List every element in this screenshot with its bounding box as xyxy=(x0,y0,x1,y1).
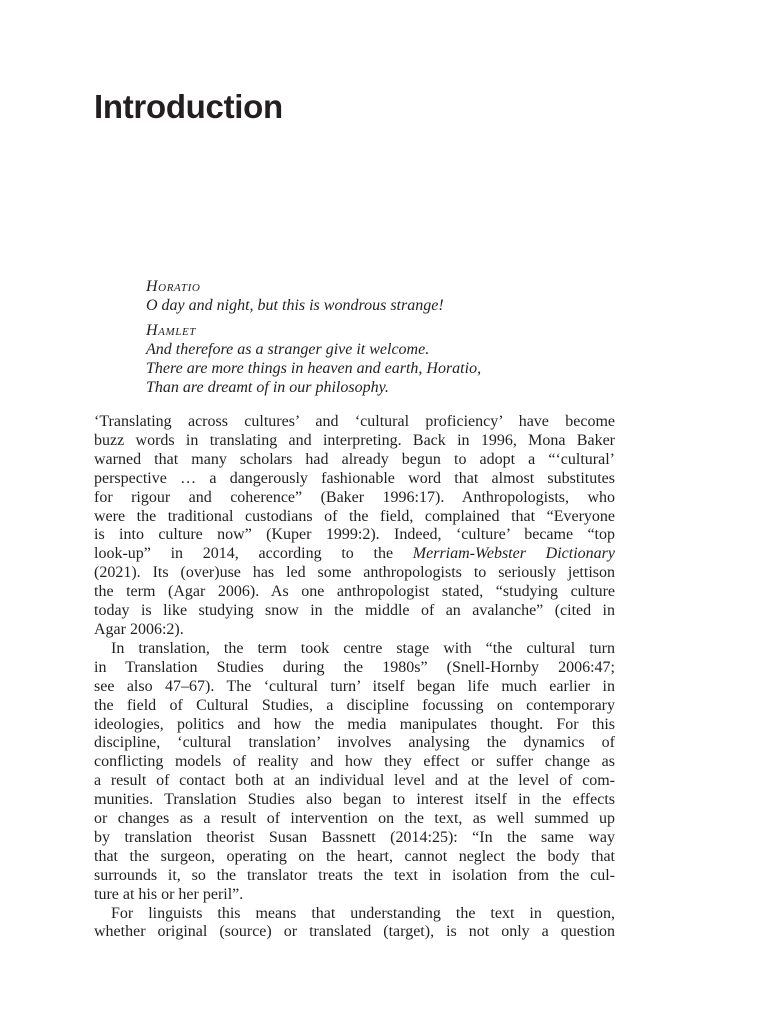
body-line: For linguists this means that understanding the text in question, xyxy=(111,904,615,922)
body-line: see also 47–67). The ‘cultural turn’ itself began life much earlier in xyxy=(94,677,615,695)
body-line: is into culture now” (Kuper 1999:2). Indeed, ‘culture’ became “top xyxy=(94,526,615,544)
epigraph-speaker: Horatio xyxy=(146,278,201,295)
body-line: munities. Translation Studies also began to interest itself in the effects xyxy=(94,791,615,809)
body-line-text: look-up” in 2014, according to the xyxy=(94,545,413,563)
epigraph-speaker: Hamlet xyxy=(146,322,196,339)
body-line: the field of Cultural Studies, a discipline focussing on contemporary xyxy=(94,696,615,714)
body-line: conflicting models of reality and how they effect or suffer change as xyxy=(94,753,615,771)
epigraph-line: And therefore as a stranger give it welcome. xyxy=(146,341,430,358)
epigraph-line: Than are dreamt of in our philosophy. xyxy=(146,379,389,396)
body-line: buzz words in translating and interpreting. Back in 1996, Mona Baker xyxy=(94,431,615,449)
body-line: perspective … a dangerously fashionable word that almost substitutes xyxy=(94,469,615,487)
body-line: Agar 2006:2). xyxy=(94,620,184,638)
body-line: today is like studying snow in the middle of an avalanche” (cited in xyxy=(94,602,615,620)
body-line: a result of contact both at an individual level and at the level of com- xyxy=(94,772,615,790)
body-line: whether original (source) or translated (target), is not only a question xyxy=(94,923,615,941)
body-paragraph xyxy=(94,905,615,943)
body-line: surrounds it, so the translator treats the text in isolation from the cul- xyxy=(94,866,615,884)
body-paragraph xyxy=(94,413,615,640)
body-line: were the traditional custodians of the field, complained that “Everyone xyxy=(94,507,615,525)
body-line: discipline, ‘cultural translation’ involves analysing the dynamics of xyxy=(94,734,615,752)
body-line: for rigour and coherence” (Baker 1996:17). Anthropologists, who xyxy=(94,488,615,506)
body-line: (2021). Its (over)use has led some anthropologists to seriously jettison xyxy=(94,564,615,582)
chapter-title: Introduction xyxy=(94,88,283,125)
body-line: In translation, the term took centre stage with “the cultural turn xyxy=(111,639,615,657)
body-line: in Translation Studies during the 1980s” (Snell-Hornby 2006:47; xyxy=(94,658,615,676)
epigraph xyxy=(146,277,606,397)
body-line: or changes as a result of intervention on the text, as well summed up xyxy=(94,810,615,828)
body-line: warned that many scholars had already begun to adopt a “‘cultural’ xyxy=(94,450,615,468)
epigraph-line: O day and night, but this is wondrous strange! xyxy=(146,297,444,314)
body-line: by translation theorist Susan Bassnett (2014:25): “In the same way xyxy=(94,828,615,846)
body-line: that the surgeon, operating on the heart, cannot neglect the body that xyxy=(94,847,615,865)
epigraph-line: There are more things in heaven and earth, Horatio, xyxy=(146,360,482,377)
body-line: ideologies, politics and how the media manipulates thought. For this xyxy=(94,715,615,733)
epigraph-speech xyxy=(146,340,606,397)
body-text xyxy=(94,413,615,942)
italic-title: Merriam-Webster Dictionary xyxy=(412,545,616,563)
body-paragraph xyxy=(94,640,615,905)
epigraph-speech xyxy=(146,296,606,315)
body-line: ture at his or her peril”. xyxy=(94,885,244,903)
body-line: the term (Agar 2006). As one anthropologist stated, “studying culture xyxy=(94,583,615,601)
body-line xyxy=(94,545,615,564)
body-line: ‘Translating across cultures’ and ‘cultural proficiency’ have become xyxy=(94,413,615,430)
